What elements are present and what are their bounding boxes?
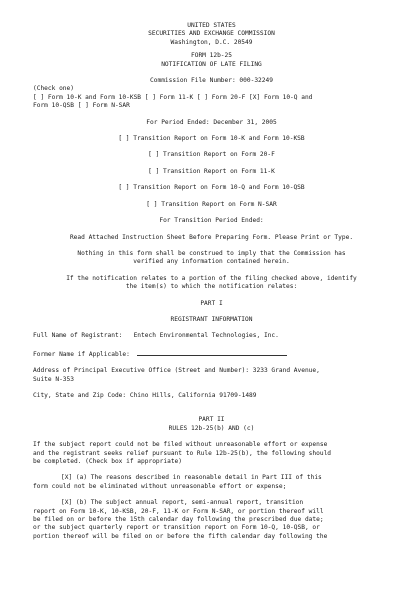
part1-subtitle: REGISTRANT INFORMATION [170,315,253,323]
check-one-label: (Check one) [33,85,74,93]
form-type-checkboxes-line1: [ ] Form 10-K and Form 10-KSB [ ] Form 11-K [ ] Form 20-F [X] Form 10-Q and [33,93,313,101]
transition-period-ended: For Transition Period Ended: [159,217,264,225]
transition-report-nsar: [ ] Transition Report on Form N-SAR [146,200,277,208]
portion-note-line1: If the notification relates to a portion of the filing checked above, identify [66,274,357,282]
item-a-line1: [X] (a) The reasons described in reasonable detail in Part III of this [61,474,322,482]
city-state-zip: City, State and Zip Code: Chino Hills, California 91709-1489 [33,391,257,399]
commission-file-number: Commission File Number: 000-32249 [150,77,273,85]
part2-intro-line3: be completed. (Check box if appropriate) [33,458,183,465]
part2-intro-line1: If the subject report could not be filed without unreasonable effort or expense [33,441,328,449]
item-b-line3: be filed on or before the 15th calendar day following the prescribed due date; [33,516,324,524]
transition-report-11k: [ ] Transition Report on Form 11-K [148,167,275,175]
item-b-line2: report on Form 10-K, 10-KSB, 20-F, 11-K or Form N-SAR, or portion thereof will [33,507,324,515]
part2-subtitle: RULES 12b-25(b) AND (c) [168,424,255,432]
former-name-blank [137,349,287,356]
former-name-row [33,349,390,359]
transition-report-20f: [ ] Transition Report on Form 20-F [148,151,275,159]
header-location: Washington, D.C. 20549 [170,38,253,46]
portion-note-line2: the item(s) to which the notification relates: [125,283,298,291]
form-number: FORM 12b-25 [191,52,232,60]
address-line2: Suite N-353 [33,375,74,383]
disclaimer-line2: verified any information contained herein. [133,258,290,266]
form-type-checkboxes-line2: Form 10-QSB [ ] Form N-SAR [33,102,130,110]
part2-title: PART II [198,416,225,424]
header-agency: UNITED STATES [187,22,236,29]
part2-intro-line2: and the registrant seeks relief pursuant to Rule 12b-25(b), the following should [33,449,332,457]
item-a-line2: form could not be eliminated without unreasonable effort or expense; [33,482,287,490]
part1-title: PART I [200,299,223,307]
period-ended: For Period Ended: December 31, 2005 [146,118,277,126]
former-name-label: Former Name if Applicable: [33,350,130,358]
form-title: NOTIFICATION OF LATE FILING [161,60,262,68]
transition-report-10q: [ ] Transition Report on Form 10-Q and Form 10-QSB [118,184,305,192]
transition-report-10k: [ ] Transition Report on Form 10-K and Form 10-KSB [118,135,305,143]
disclaimer-line1: Nothing in this form shall be construed to imply that the Commission has [77,249,346,257]
address-line1: Address of Principal Executive Office (Street and Number): 3233 Grand Avenue, [33,367,320,375]
item-b-line5: portion thereof will be filed on or before the fifth calendar day following the [33,532,328,540]
instruction-text: Read Attached Instruction Sheet Before Preparing Form. Please Print or Type. [69,233,354,241]
header-commission: SECURITIES AND EXCHANGE COMMISSION [148,30,275,38]
item-b-line1: [X] (b) The subject annual report, semi-annual report, transition [61,499,304,507]
registrant-full-name: Full Name of Registrant: Entech Environmental Technologies, Inc. [33,332,279,340]
item-b-line4: or the subject quarterly report or transition report on Form 10-Q, 10-QSB, or [33,524,320,532]
